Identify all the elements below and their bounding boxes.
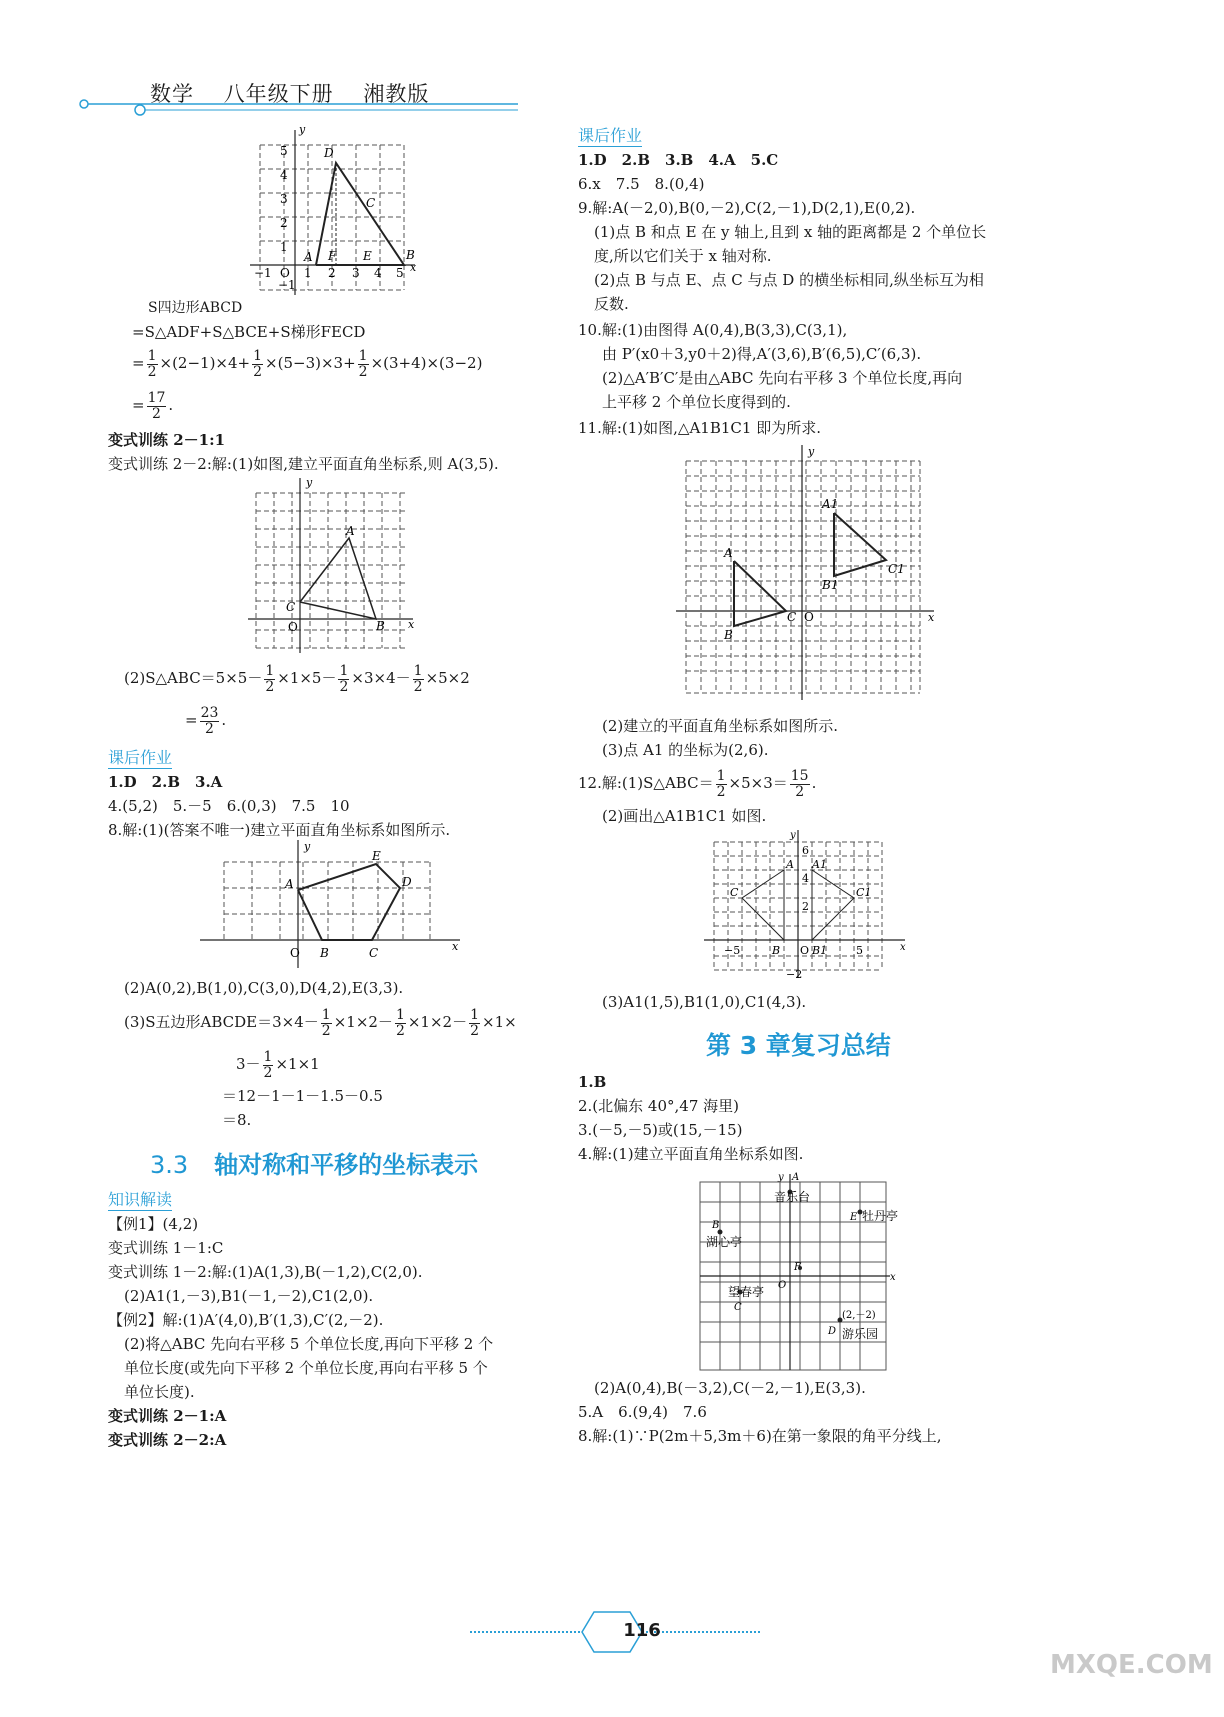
svg-text:y: y	[299, 123, 306, 136]
chapter-summary-title: 第 3 章复习总结	[706, 1031, 891, 1060]
r-line-11: 上平移 2 个单位长度得到的.	[602, 393, 791, 411]
svg-text:x: x	[890, 1272, 896, 1283]
svg-text:−2: −2	[786, 968, 803, 981]
example-2-part2-cont: 单位长度(或先向下平移 2 个单位长度,再向右平移 5 个	[124, 1359, 488, 1377]
svg-text:A1: A1	[822, 497, 839, 511]
svg-text:y: y	[808, 445, 815, 458]
svg-text:E: E	[363, 249, 372, 263]
svg-text:y: y	[790, 830, 796, 841]
bianshi-1-1: 变式训练 1－1:C	[108, 1239, 224, 1257]
svg-text:C1: C1	[888, 562, 905, 576]
svg-text:A: A	[285, 877, 294, 891]
r-line-15: 12.解:(1)S△ABC＝ $\frac{1}{2}$ ×5×3＝ $\frac{15}{2}$ .	[578, 767, 817, 800]
svg-text:4: 4	[802, 872, 809, 885]
area-heading: S四边形ABCD	[148, 300, 243, 316]
svg-text:音乐台: 音乐台	[774, 1190, 811, 1204]
figure-park-map	[698, 1170, 908, 1375]
figure-reflection-grid	[700, 830, 910, 980]
svg-text:5: 5	[396, 266, 404, 280]
bianshi-1-2: 变式训练 1－2:解:(1)A(1,3),B(－1,2),C(2,0).	[108, 1263, 423, 1281]
hw-answers-6: 3－ $\frac{1}{2}$ ×1×1	[236, 1048, 320, 1081]
figure-translation-grid	[672, 445, 942, 700]
hw-answers-7: ＝12－1－1－1.5－0.5	[222, 1087, 383, 1105]
r-line-1: 1.D 2.B 3.B 4.A 5.C	[578, 151, 779, 169]
svg-text:C1: C1	[856, 886, 872, 899]
svg-text:F: F	[794, 1262, 801, 1273]
svg-text:E: E	[372, 849, 381, 863]
svg-text:F: F	[328, 249, 337, 263]
bianshi-2-2: 变式训练 2－2:解:(1)如图,建立平面直角坐标系,则 A(3,5).	[108, 455, 499, 473]
r-line-3: 9.解:A(－2,0),B(0,－2),C(2,－1),D(2,1),E(0,2).	[578, 199, 916, 217]
r-line-2: 6.x 7.5 8.(0,4)	[578, 175, 705, 193]
r-line-8: 10.解:(1)由图得 A(0,4),B(3,3),C(3,1),	[578, 321, 848, 339]
area-eq3: = $\frac{17}{2}$ .	[132, 389, 174, 422]
page-number: 116	[623, 1620, 661, 1641]
c-line-1: 1.B	[578, 1073, 607, 1091]
svg-text:y: y	[306, 476, 313, 489]
half-fraction: $\frac{1}{2}$	[147, 347, 157, 380]
svg-text:E: E	[850, 1212, 858, 1223]
svg-text:(2,－2): (2,－2)	[842, 1310, 876, 1321]
svg-text:C: C	[369, 946, 379, 960]
svg-text:O: O	[288, 620, 298, 634]
svg-text:x: x	[410, 261, 417, 274]
r-line-14: (3)点 A1 的坐标为(2,6).	[602, 741, 769, 759]
svg-text:3: 3	[280, 192, 288, 206]
r-line-4: (1)点 B 和点 E 在 y 轴上,且到 x 轴的距离都是 2 个单位长	[594, 223, 987, 241]
hw-answers-1: 1.D 2.B 3.A	[108, 773, 223, 791]
svg-text:湖心亭: 湖心亭	[706, 1235, 743, 1249]
r-line-7: 反数.	[594, 295, 629, 313]
svg-text:2: 2	[328, 266, 336, 280]
svg-text:O: O	[800, 944, 810, 957]
bianshi-2-1: 变式训练 2－1:1	[108, 431, 226, 449]
svg-text:x: x	[928, 611, 935, 624]
svg-text:B: B	[724, 628, 733, 642]
figure-pentagon-abcde	[200, 840, 470, 970]
r-line-16: (2)画出△A1B1C1 如图.	[602, 807, 767, 825]
s2-result: = $\frac{23}{2}$ .	[185, 704, 227, 737]
svg-text:D: D	[402, 875, 412, 889]
svg-text:A: A	[724, 546, 733, 560]
svg-text:B: B	[712, 1220, 720, 1231]
header-grade: 八年级下册	[223, 82, 334, 106]
svg-text:C: C	[787, 610, 797, 624]
svg-text:x: x	[900, 942, 906, 953]
svg-text:A: A	[786, 858, 794, 871]
s2-equation: (2)S△ABC＝5×5－ $\frac{1}{2}$ ×1×5－ $\frac{1}{2}$ ×3×4－ $\frac{1}{2}$ ×5×2	[124, 662, 470, 695]
figure-quadrilateral-abcd	[250, 125, 430, 295]
bianshi-1-2-part2: (2)A1(1,－3),B1(－1,－2),C1(2,0).	[124, 1287, 374, 1305]
svg-text:C: C	[730, 886, 739, 899]
svg-text:B: B	[376, 619, 385, 633]
svg-text:−1: −1	[254, 266, 272, 280]
r-line-17: (3)A1(1,5),B1(1,0),C1(4,3).	[602, 993, 807, 1011]
svg-text:y: y	[304, 840, 311, 853]
c-line-6: 5.A 6.(9,4) 7.6	[578, 1403, 707, 1421]
svg-text:B1: B1	[822, 578, 839, 592]
r-line-10: (2)△A′B′C′是由△ABC 先向右平移 3 个单位长度,再向	[602, 369, 963, 387]
r-line-13: (2)建立的平面直角坐标系如图所示.	[602, 717, 839, 735]
svg-text:O: O	[280, 266, 290, 280]
example-2: 【例2】解:(1)A′(4,0),B′(1,3),C′(2,－2).	[108, 1311, 384, 1329]
svg-text:A: A	[792, 1172, 800, 1183]
area-eq2: = $\frac{1}{2}$ ×(2−1)×4+ $\frac{1}{2}$ ×(5−3)×3+ $\frac{1}{2}$ ×(3+4)×(3−2)	[132, 347, 483, 380]
svg-text:望春亭: 望春亭	[728, 1285, 765, 1299]
svg-text:B: B	[320, 946, 329, 960]
bianshi-2-2-b: 变式训练 2－2:A	[108, 1431, 227, 1449]
svg-text:B1: B1	[812, 944, 828, 957]
svg-text:3: 3	[352, 266, 360, 280]
figure-triangle-abc-grid	[248, 478, 428, 653]
svg-text:O: O	[778, 1280, 787, 1291]
svg-text:O: O	[290, 946, 300, 960]
section-homework-left: 课后作业	[108, 748, 173, 767]
hw-answers-5: (3)S五边形ABCDE＝3×4－ $\frac{1}{2}$ ×1×2－ $\frac{1}{2}$ ×1×2－ $\frac{1}{2}$ ×1×	[124, 1006, 517, 1039]
svg-text:4: 4	[280, 168, 288, 182]
hw-answers-4: (2)A(0,2),B(1,0),C(3,0),D(4,2),E(3,3).	[124, 979, 404, 997]
header-subject: 数学	[150, 82, 194, 106]
svg-text:A: A	[346, 524, 355, 538]
svg-text:5: 5	[856, 944, 863, 957]
svg-text:C: C	[286, 600, 296, 614]
svg-text:x: x	[452, 940, 459, 953]
svg-text:D: D	[828, 1326, 837, 1337]
svg-text:4: 4	[374, 266, 382, 280]
svg-text:牡丹亭: 牡丹亭	[862, 1209, 899, 1223]
svg-text:C: C	[366, 196, 376, 210]
section-homework-right: 课后作业	[578, 126, 643, 145]
svg-text:1: 1	[280, 240, 288, 254]
r-line-5: 度,所以它们关于 x 轴对称.	[594, 247, 772, 265]
svg-text:A1: A1	[812, 858, 827, 871]
c-line-5: (2)A(0,4),B(－3,2),C(－2,－1),E(3,3).	[594, 1379, 866, 1397]
svg-text:−1: −1	[278, 278, 296, 292]
section-3-3-title: 3.3 轴对称和平移的坐标表示	[150, 1151, 479, 1179]
svg-text:A: A	[304, 250, 313, 264]
section-knowledge: 知识解读	[108, 1190, 173, 1209]
example-2-part2: (2)将△ABC 先向右平移 5 个单位长度,再向下平移 2 个	[124, 1335, 494, 1353]
svg-text:6: 6	[802, 844, 809, 857]
svg-text:O: O	[804, 610, 814, 624]
area-eq1: =S△ADF+S△BCE+S梯形FECD	[132, 323, 366, 341]
example-1: 【例1】(4,2)	[108, 1215, 199, 1233]
hw-answers-2: 4.(5,2) 5.－5 6.(0,3) 7.5 10	[108, 797, 350, 815]
c-line-7: 8.解:(1)∵P(2m＋5,3m＋6)在第一象限的角平分线上,	[578, 1427, 942, 1445]
svg-text:5: 5	[280, 144, 288, 158]
hw-answers-8: ＝8.	[222, 1111, 252, 1129]
r-line-12: 11.解:(1)如图,△A1B1C1 即为所求.	[578, 419, 821, 437]
svg-text:B: B	[772, 944, 781, 957]
c-line-2: 2.(北偏东 40°,47 海里)	[578, 1097, 739, 1115]
svg-text:2: 2	[802, 900, 809, 913]
c-line-4: 4.解:(1)建立平面直角坐标系如图.	[578, 1145, 804, 1163]
svg-text:D: D	[324, 146, 334, 160]
r-line-6: (2)点 B 与点 E、点 C 与点 D 的横坐标相同,纵坐标互为相	[594, 271, 984, 289]
c-line-3: 3.(－5,－5)或(15,－15)	[578, 1121, 743, 1139]
example-2-part2-end: 单位长度).	[124, 1383, 195, 1401]
svg-text:−5: −5	[724, 944, 741, 957]
watermark: MXQE.COM	[1050, 1650, 1213, 1680]
svg-text:C: C	[734, 1302, 742, 1313]
r-line-9: 由 P′(x0＋3,y0＋2)得,A′(3,6),B′(6,5),C′(6,3).	[602, 345, 922, 363]
svg-text:2: 2	[280, 216, 288, 230]
svg-text:x: x	[408, 618, 415, 631]
svg-text:y: y	[778, 1172, 784, 1183]
header-decoration	[78, 98, 518, 118]
header-edition: 湘教版	[363, 82, 430, 106]
bianshi-2-1-b: 变式训练 2－1:A	[108, 1407, 227, 1425]
svg-text:B: B	[406, 248, 415, 262]
hw-answers-3: 8.解:(1)(答案不唯一)建立平面直角坐标系如图所示.	[108, 821, 451, 839]
svg-text:1: 1	[304, 266, 312, 280]
svg-text:游乐园: 游乐园	[842, 1327, 879, 1341]
